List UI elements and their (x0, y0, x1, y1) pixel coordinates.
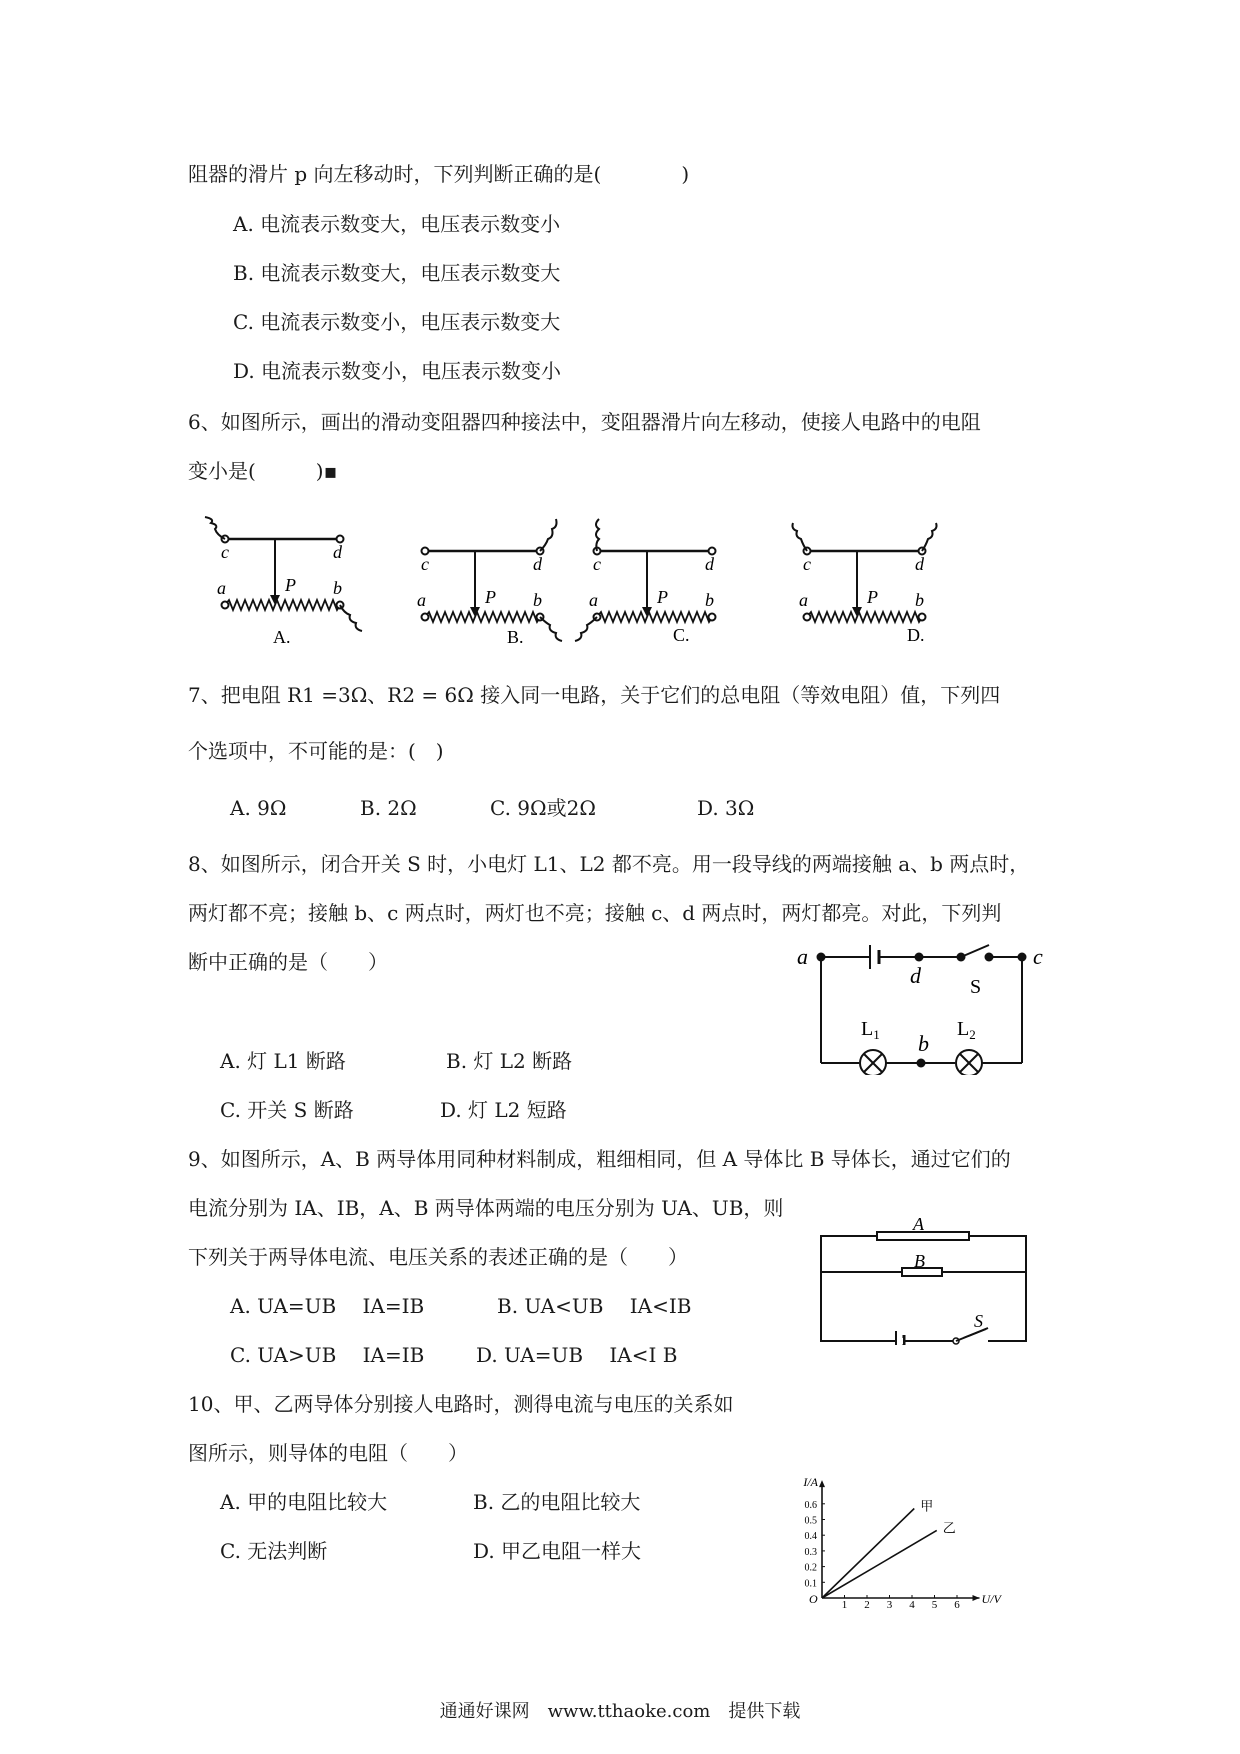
y-axis-label: I/A (803, 1475, 818, 1490)
point-a-label: a (797, 944, 808, 969)
q9-stem-line1: 9、如图所示，A、B 两导体用同种材料制成，粗细相同，但 A 导体比 B 导体长，通过它们的 (188, 1147, 1011, 1171)
q7-option-c[interactable]: C. 9Ω或2Ω (490, 796, 596, 820)
q10-stem-line2: 图所示，则导体的电阻（ ） (188, 1441, 468, 1465)
y-axis-arrow (819, 1480, 825, 1487)
series-line-1 (822, 1530, 937, 1598)
x-tick-label: 6 (954, 1599, 960, 1610)
terminal-b-label: b (333, 578, 342, 598)
rheostat-d (793, 523, 937, 645)
origin-label: O (809, 1592, 818, 1606)
rheostat-c (575, 519, 716, 645)
y-tick-label: 0.4 (804, 1531, 817, 1543)
q6-stem-line2: 变小是( )▪ (188, 459, 338, 483)
figure-label-b: B. (507, 627, 524, 647)
q5-option-a[interactable]: A. 电流表示数变大，电压表示数变小 (233, 212, 561, 236)
switch-s-label: S (970, 976, 982, 998)
q9-option-b[interactable]: B. UA<UB IA<IB (497, 1294, 692, 1318)
terminal-d-label: d (915, 554, 924, 574)
q8-stem-line2: 两灯都不亮；接触 b、c 两点时，两灯也不亮；接触 c、d 两点时，两灯都亮。对此，下列判 (188, 901, 1002, 925)
slider-p-label: P (657, 587, 668, 607)
figure-label-c: C. (673, 625, 690, 645)
y-tick-label: 0.3 (804, 1546, 817, 1558)
q9-option-a[interactable]: A. UA=UB IA=IB (230, 1294, 425, 1318)
x-tick-label: 5 (931, 1599, 938, 1610)
figure-label-d: D. (907, 625, 925, 645)
q5-stem: 阻器的滑片 p 向左移动时，下列判断正确的是( ) (188, 162, 690, 186)
rheostat-b (417, 519, 562, 647)
q8-stem-line3: 断中正确的是（ ） (188, 950, 388, 974)
q6-rheostat-figure (185, 505, 1015, 655)
q7-option-a[interactable]: A. 9Ω (230, 796, 287, 820)
q10-iv-chart (780, 1420, 1025, 1610)
q7-option-d[interactable]: D. 3Ω (697, 796, 755, 820)
terminal-b-label: b (915, 590, 924, 610)
x-tick-label: 4 (909, 1599, 915, 1610)
terminal-c-label: c (421, 554, 429, 574)
q9-option-c[interactable]: C. UA>UB IA=IB (230, 1343, 425, 1367)
q7-stem-line2: 个选项中，不可能的是：( ) (188, 739, 444, 763)
y-tick-label: 0.1 (804, 1578, 817, 1590)
terminal-a-label: a (799, 590, 808, 610)
q10-option-c[interactable]: C. 无法判断 (220, 1539, 328, 1563)
series-line-0 (822, 1509, 914, 1598)
series-label-1: 乙 (942, 1520, 956, 1536)
q9-stem-line3: 下列关于两导体电流、电压关系的表述正确的是（ ） (188, 1245, 688, 1269)
terminal-c-label: c (593, 554, 601, 574)
q9-option-d[interactable]: D. UA=UB IA<I B (476, 1343, 678, 1367)
slider-p-label: P (485, 587, 496, 607)
q7-option-b[interactable]: B. 2Ω (360, 796, 417, 820)
x-tick-label: 1 (841, 1599, 848, 1610)
q9-circuit-figure (810, 1210, 1035, 1345)
slider-p-label: P (867, 587, 878, 607)
x-tick-label: 2 (864, 1599, 870, 1610)
terminal-d-label: d (705, 554, 714, 574)
y-tick-label: 0.2 (804, 1562, 817, 1574)
rheostat-a (205, 517, 362, 647)
point-c-label: c (1033, 944, 1043, 969)
q8-option-c[interactable]: C. 开关 S 断路 (220, 1098, 354, 1122)
terminal-c-label: c (803, 554, 811, 574)
point-b-label: b (918, 1031, 929, 1056)
q8-option-a[interactable]: A. 灯 L1 断路 (220, 1049, 346, 1073)
y-tick-label: 0.5 (804, 1515, 817, 1527)
y-tick-label: 0.6 (804, 1499, 817, 1511)
slider-p-label: P (285, 575, 296, 595)
q8-option-d[interactable]: D. 灯 L2 短路 (440, 1098, 567, 1122)
q9-stem-line2: 电流分别为 IA、IB，A、B 两导体两端的电压分别为 UA、UB，则 (188, 1196, 784, 1220)
terminal-b-label: b (705, 590, 714, 610)
q8-stem-line1: 8、如图所示，闭合开关 S 时，小电灯 L1、L2 都不亮。用一段导线的两端接触 a、b 两点时， (188, 852, 1030, 876)
x-tick-label: 3 (886, 1599, 893, 1610)
x-axis-label: U/V (981, 1592, 1001, 1606)
q6-stem-line1: 6、如图所示，画出的滑动变阻器四种接法中，变阻器滑片向左移动，使接人电路中的电阻 (188, 410, 981, 434)
lamp-l2-label: $L_2$ (957, 1018, 976, 1042)
figure-label-a: A. (273, 627, 291, 647)
q8-circuit-figure (785, 935, 1060, 1075)
switch-s-label: S (974, 1311, 983, 1331)
terminal-b-label: b (533, 590, 542, 610)
q10-option-b[interactable]: B. 乙的电阻比较大 (473, 1490, 641, 1514)
q5-option-d[interactable]: D. 电流表示数变小，电压表示数变小 (233, 359, 562, 383)
q10-option-d[interactable]: D. 甲乙电阻一样大 (473, 1539, 642, 1563)
terminal-a-label: a (417, 590, 426, 610)
page-footer: 通通好课网 www.tthaoke.com 提供下载 (439, 1701, 801, 1722)
lamp-l1-label: $L_1$ (861, 1018, 880, 1042)
terminal-a-label: a (217, 578, 226, 598)
q5-option-b[interactable]: B. 电流表示数变大，电压表示数变大 (233, 261, 561, 285)
terminal-a-label: a (589, 590, 598, 610)
terminal-d-label: d (333, 542, 342, 562)
terminal-d-label: d (533, 554, 542, 574)
point-d-label: d (910, 963, 921, 988)
q10-stem-line1: 10、甲、乙两导体分别接人电路时，测得电流与电压的关系如 (188, 1392, 734, 1416)
q7-stem-line1: 7、把电阻 R1 =3Ω、R2 = 6Ω 接入同一电路，关于它们的总电阻（等效电阻）值，下列四 (188, 683, 1001, 707)
q5-option-c[interactable]: C. 电流表示数变小，电压表示数变大 (233, 310, 561, 334)
q10-option-a[interactable]: A. 甲的电阻比较大 (220, 1490, 388, 1514)
conductor-b-label: B (914, 1251, 925, 1271)
terminal-c-label: c (221, 542, 229, 562)
q8-option-b[interactable]: B. 灯 L2 断路 (446, 1049, 573, 1073)
conductor-a-label: A (913, 1214, 924, 1234)
x-axis-arrow (973, 1595, 980, 1601)
series-label-0: 甲 (920, 1498, 934, 1514)
